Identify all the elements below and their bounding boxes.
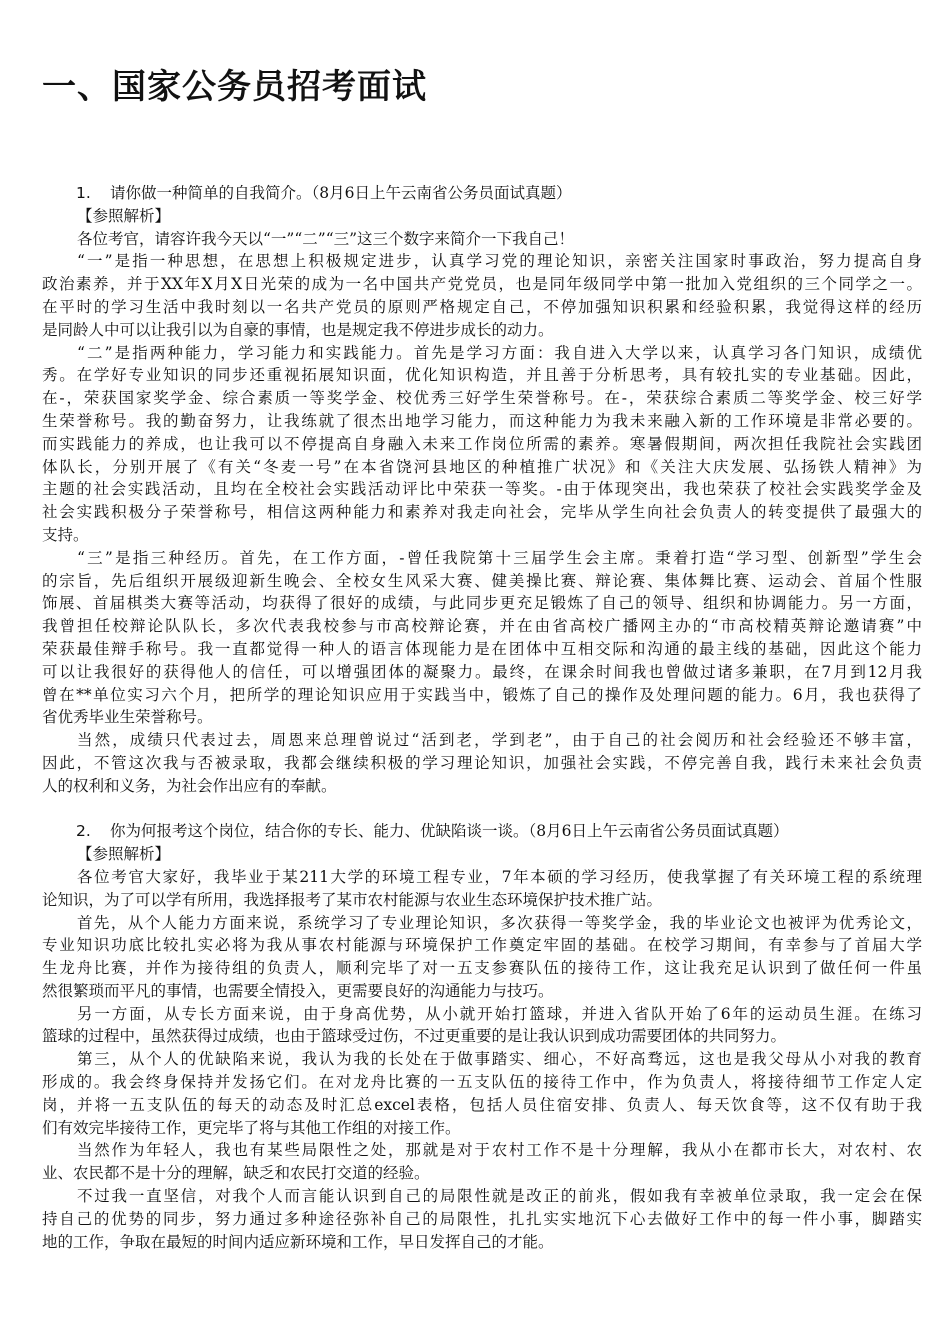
paragraph-line: 省优秀毕业生荣誉称号。 (42, 708, 213, 727)
paragraph-line: 各位考官大家好，我毕业于某211大学的环境工程专业，7年本硕的学习经历，使我掌握了有关环境工程的系统理 (77, 867, 922, 886)
paragraph-line: 秀。在学好专业知识的同步还重视拓展知识面，优化知识构造，并且善于分析思考，具有较扎实的专业基础。因此， (42, 366, 922, 385)
paragraph-line: “一”是指一种思想，在思想上积极规定进步，认真学习党的理论知识，亲密关注国家时事政治，努力提高自身 (77, 252, 922, 271)
question-2 (42, 820, 922, 843)
question-text: 请你做一种简单的自我简介。（8月6日上午云南省公务员面试真题） (110, 184, 572, 202)
paragraph-line: 论知识，为了可以学有所用，我选择报考了某市农村能源与农业生态环境保护技术推广站。 (42, 890, 663, 909)
paragraph-line: 另一方面，从专长方面来说，由于身高优势，从小就开始打篮球，并进入省队开始了6年的运动员生涯。在练习 (77, 1004, 922, 1023)
question-number: 1. (76, 184, 91, 202)
question-1 (42, 182, 922, 205)
paragraph-line: 饰展、首届棋类大赛等活动，均获得了很好的成绩，与此同步更充足锻炼了自己的领导、组织和协调能力。另一方面， (42, 594, 922, 613)
paragraph-line: 专业知识功底比较扎实必将为我从事农村能源与环境保护工作奠定牢固的基础。在校学习期间，有幸参与了首届大学 (42, 936, 922, 955)
paragraph-line: 荣获最佳辩手称号。我一直都觉得一种人的语言体现能力是在团体中互相交际和沟通的最主线的基础，因此这个能力 (42, 639, 922, 658)
paragraph-line: 各位考官，请容许我今天以“一”“二”“三”这三个数字来简介一下我自己！ (77, 229, 575, 248)
paragraph-line: 是同龄人中可以让我引以为自豪的事情，也是规定我不停进步成长的动力。 (42, 320, 554, 339)
paragraph-line: “二”是指两种能力，学习能力和实践能力。首先是学习方面：我自进入大学以来，认真学习各门知识，成绩优 (77, 343, 922, 362)
paragraph-line: 地的工作，争取在最短的时间内适应新环境和工作，早日发挥自己的才能。 (42, 1232, 554, 1251)
paragraph-line: 我曾担任校辩论队队长，多次代表我校参与市高校辩论赛，并在由省高校广播网主办的“市高校精英辩论邀请赛”中 (42, 617, 922, 636)
paragraph-line: 当然，成绩只代表过去，周恩来总理曾说过“活到老，学到老”，由于自己的社会阅历和社会经验还不够丰富， (77, 731, 922, 750)
paragraph-line: 可以让我很好的获得他人的信任，可以增强团体的凝聚力。最终，在课余时间我也曾做过诸多兼职，在7月到12月我 (42, 662, 922, 681)
paragraph-line: 然很繁琐而平凡的事情，也需要全情投入，更需要良好的沟通能力与技巧。 (42, 981, 554, 1000)
paragraph-line: 曾在**单位实习六个月，把所学的理论知识应用于实践当中，锻炼了自己的操作及处理问题的能力。6月，我也获得了 (42, 685, 922, 704)
spacer (42, 798, 922, 821)
paragraph-line: 篮球的过程中，虽然获得过成绩，也由于篮球受过伤，不过更重要的是让我认识到成功需要团体的共同努力。 (42, 1027, 787, 1046)
paragraph-line: 在-，荣获国家奖学金、综合素质一等奖学金、校优秀三好学生荣誉称号。在-，荣获综合素质二等奖学金、校三好学 (42, 389, 922, 408)
paragraph-line: 因此，不管这次我与否被录取，我都会继续积极的学习理论知识，加强社会实践，不停完善自我，践行未来社会负责 (42, 753, 922, 772)
paragraph-line: 支持。 (42, 525, 89, 544)
paragraph-line: 社会实践积极分子荣誉称号，相信这两种能力和素养对我走向社会，完毕从学生向社会负责人的转变提供了最强大的 (42, 503, 922, 522)
paragraph-line: 体队长，分别开展了《有关“冬麦一号”在本省饶河县地区的种植推广状况》和《关注大庆发展、弘扬铁人精神》为 (42, 457, 922, 476)
paragraph-line: 主题的社会实践活动，且均在全校社会实践活动评比中荣获一等奖。-由于体现突出，我也荣获了校社会实践奖学金及 (42, 480, 922, 499)
paragraph-line: 人的权利和义务，为社会作出应有的奉献。 (42, 776, 337, 795)
paragraph-line: 生龙舟比赛，并作为接待组的负责人，顺利完毕了对一五支参赛队伍的接待工作，这让我充足认识到了做任何一件虽 (42, 959, 922, 978)
paragraph-line: 业、农民都不是十分的理解，缺乏和农民打交道的经验。 (42, 1164, 430, 1183)
paragraph-line: 形成的。我会终身保持并发扬它们。在对龙舟比赛的一五支队伍的接待工作中，作为负责人，将接待细节工作定人定 (42, 1073, 922, 1092)
question-number: 2. (76, 822, 91, 841)
paragraph-line: 在平时的学习生活中我时刻以一名共产党员的原则严格规定自己，不停加强知识积累和经验积累，我觉得这样的经历 (42, 297, 922, 316)
reference-heading: 【参照解析】 (77, 206, 171, 225)
paragraph-line: 不过我一直坚信，对我个人而言能认识到自己的局限性就是改正的前兆，假如我有幸被单位录取，我一定会在保 (77, 1187, 922, 1206)
question-text: 你为何报考这个岗位，结合你的专长、能力、优缺陷谈一谈。（8月6日上午云南省公务员面试真题） (110, 822, 789, 841)
paragraph-line: 岗，并将一五支队伍的每天的动态及时汇总excel表格，包括人员住宿安排、负责人、每天饮食等，这不仅有助于我 (42, 1095, 922, 1114)
page-title: 一、国家公务员招考面试 (42, 67, 427, 107)
reference-heading: 【参照解析】 (77, 845, 171, 864)
paragraph-line: 当然作为年轻人，我也有某些局限性之处，那就是对于农村工作不是十分理解，我从小在都市长大，对农村、农 (77, 1141, 922, 1160)
paragraph-line: “三”是指三种经历。首先，在工作方面，-曾任我院第十三届学生会主席。秉着打造“学习型、创新型”学生会 (77, 548, 922, 567)
paragraph-line: 们有效完毕接待工作，更完毕了将与其他工作组的对接工作。 (42, 1118, 461, 1137)
paragraph-line: 首先，从个人能力方面来说，系统学习了专业理论知识，多次获得一等奖学金，我的毕业论文也被评为优秀论文， (77, 913, 922, 932)
paragraph-line: 政治素养，并于XX年X月X日光荣的成为一名中国共产党党员，也是同年级同学中第一批加入党组织的三个同学之一。 (42, 275, 922, 294)
paragraph-line: 的宗旨，先后组织开展级迎新生晚会、全校女生风采大赛、健美操比赛、辩论赛、集体舞比赛、运动会、首届个性服 (42, 571, 922, 590)
paragraph-line: 而实践能力的养成，也让我可以不停提高自身融入未来工作岗位所需的素养。寒暑假期间，两次担任我院社会实践团 (42, 434, 922, 453)
paragraph-line: 生荣誉称号。我的勤奋努力，让我练就了很杰出地学习能力，而这种能力为我未来融入新的工作环境是非常必要的。 (42, 411, 922, 430)
paragraph-line: 第三，从个人的优缺陷来说，我认为我的长处在于做事踏实、细心，不好高骛远，这也是我父母从小对我的教育 (77, 1050, 922, 1069)
document-body (42, 182, 922, 1253)
paragraph-line: 持自己的优势的同步，努力通过多种途径弥补自己的局限性，扎扎实实地沉下心去做好工作中的每一件小事，脚踏实 (42, 1209, 922, 1228)
